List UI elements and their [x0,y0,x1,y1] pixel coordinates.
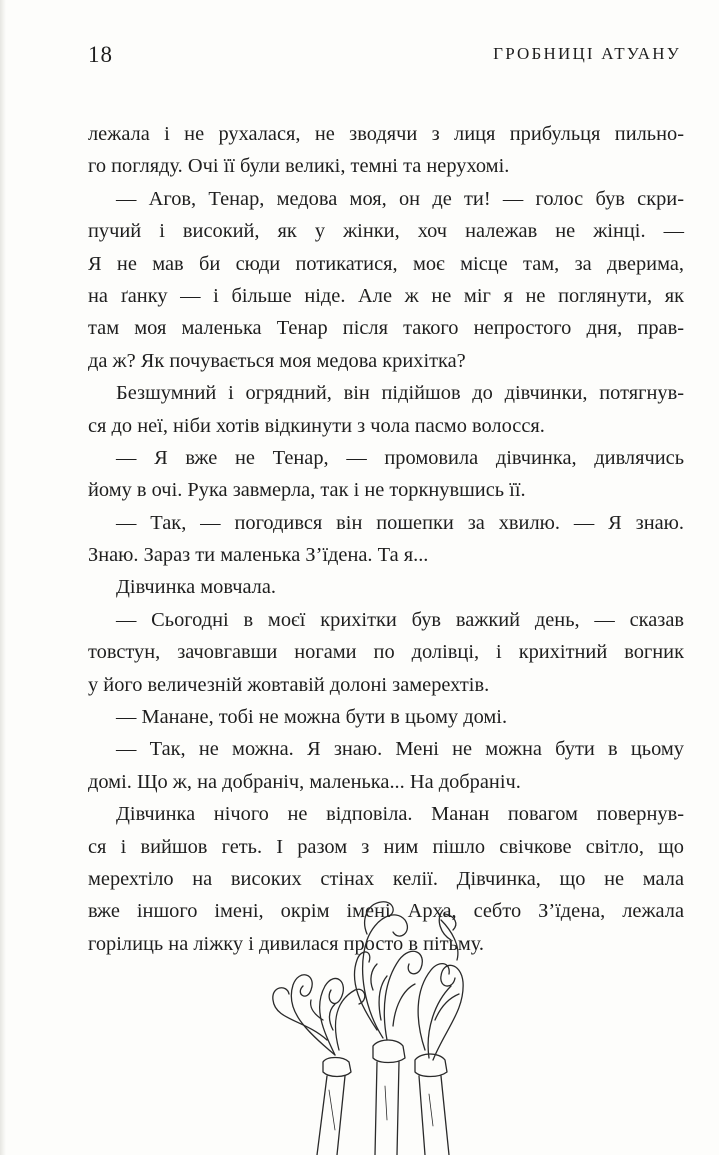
running-title: ГРОБНИЦІ АТУАНУ [493,44,681,63]
text-line: горілиць на ліжку і дивилася просто в пітьму. [88,932,485,955]
text-line: ся до неї, ніби хотів відкинути з чола пасмо волосся. [88,414,545,437]
right-flame [433,965,463,1060]
page-header [88,42,681,72]
text-line: Дівчинка мовчала. [116,576,277,599]
text-line: Я не мав би сюди потикатися, моє місце там, за дверима, [88,252,684,275]
text-line: мерехтіло на високих стінах келії. Дівчинка, що не мала [88,867,684,890]
text-line: товстун, зачовгавши ногами по долівці, і крихітний вогник [88,641,684,664]
text-line: вже іншого імені, окрім імені Арха, себто З’їдена, лежала [88,900,684,923]
text-line: домі. Що ж, на добраніч, маленька... На добраніч. [88,770,521,793]
three-torches-icon [265,890,475,1155]
text-line: пучий і високий, як у жінки, хоч належав не жінці. — [88,220,684,243]
text-line: — Манане, тобі не можна бути в цьому домі. [116,706,508,729]
text-line: йому в очі. Рука завмерла, так і не торкнувшись її. [88,479,526,502]
page-number: 18 [88,42,113,67]
text-line: — Сьогодні в моєї крихітки був важкий день, — сказав [116,608,684,631]
text-line: — Я вже не Тенар, — промовила дівчинка, дивлячись [116,446,684,469]
text-line: на ґанку — і більше ніде. Але ж не міг я не поглянути, як [88,284,684,307]
text-line: там моя маленька Тенар після такого непростого дня, прав- [88,317,684,340]
text-line: лежала і не рухалася, не зводячи з лиця прибульця пильно- [88,123,684,145]
text-line: — Так, — погодився він пошепки за хвилю. — Я знаю. [116,511,684,534]
page-edge-shadow [0,0,6,1155]
text-line: да ж? Як почувається моя медова крихітка? [88,349,466,372]
text-line: — Так, не можна. Я знаю. Мені не можна бути в цьому [116,738,684,761]
text-line: го погляду. Очі її були великі, темні та нерухомі. [88,155,510,178]
text-line: Безшумний і огрядний, він підійшов до дівчинки, потягнув- [116,382,684,405]
text-line: у його величезній жовтавій долоні замерехтів. [88,673,490,696]
text-line: Знаю. Зараз ти маленька З’їдена. Та я... [88,544,429,567]
text-line: Дівчинка нічого не відповіла. Манан повагом повернув- [116,803,684,826]
left-flame [291,975,335,1055]
text-line: ся і вийшов геть. І разом з ним пішло свічкове світло, що [88,835,684,858]
body-text [88,118,684,960]
text-line: — Агов, Тенар, медова моя, он де ти! — голос був скри- [116,187,684,210]
